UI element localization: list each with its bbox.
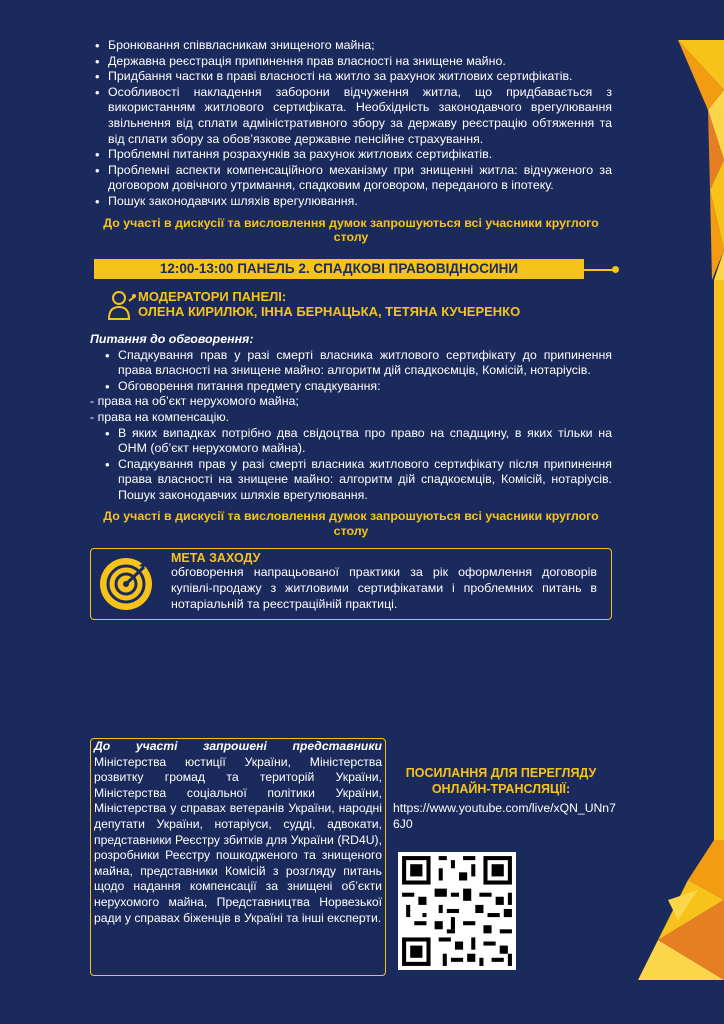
main-content [90,38,612,620]
invite-text: До участі в дискусії та висловлення думок запрошуються всі учасники круглого столу [103,215,599,245]
questions-list-a [90,348,612,395]
list-item: • Бронювання співвласникам знищеного майна; [90,38,612,54]
participants-box [90,738,386,976]
goal-box [90,548,612,620]
list-item: • Обговорення питання предмету спадкування: [90,379,612,395]
list-item: • Придбання частки в праві власності на житло за рахунок житлових сертифікатів. [90,69,612,85]
list-item: • Проблемні аспекти компенсаційного механізму при знищенні житла: відчуженого за договором довічного утримання, спадковим договором, переданого в іпотеку. [90,163,612,194]
goal-title: МЕТА ЗАХОДУ [171,551,261,566]
target-icon [99,557,153,611]
list-item: • Державна реєстрація припинення прав власності на знищене майно. [90,54,612,70]
dash-item: - права на компенсацію. [90,409,230,424]
list-item: • В яких випадках потрібно два свідоцтва про право на спадщину, в яких тільки на ОНМ (об’єкт нерухомого майна). [90,426,612,457]
panel-title-bar [94,259,584,279]
decorative-triangles-right [638,40,724,980]
moderators-label: МОДЕРАТОРИ ПАНЕЛІ: [138,288,287,304]
moderators-names: ОЛЕНА КИРИЛЮК, ІННА БЕРНАЦЬКА, ТЕТЯНА КУЧЕРЕНКО [138,303,521,319]
participants-text: Міністерства юстиції України, Міністерства розвитку громад та територій України, Міністерства соціальної політики України, Міністерства у справах ветеранів України, народні депутати України, нотаріуси, судді, адвокати, представники Реєстру збитків для України (RD4U), розробники Реєстру пошкодженого та знищеного майна, представники Комісій з розгляду питань щодо надання компенсації за знищені об’єкти нерухомого майна, Представництва Норвезької ради у справах біженців в Україні та інші експерти. [94,754,382,925]
list-item: • Спадкування прав у разі смерті власника житлового сертифікату до припинення права власності на знищене майно: алгоритм дій спадкоємців, Комісій, нотаріусів. [90,348,612,379]
invite-text-2: До участі в дискусії та висловлення думок запрошуються всі учасники круглого столу [103,509,599,538]
dash-item: - права на об’єкт нерухомого майна; [90,394,299,409]
list-item: • Проблемні питання розрахунків за рахунок житлових сертифікатів. [90,147,612,163]
panel-title: 12:00-13:00 ПАНЕЛЬ 2. СПАДКОВІ ПРАВОВІДНОСИНИ [159,260,519,276]
list-item: • Особливості накладення заборони відчуження житла, що придбавається з використанням житлового сертифіката. Необхідність законодавчого врегулювання звільнення від сплати адміністративного збору за державу реєстрацію обтяження та від сплати збору за обов’язкове державне пенсійне страхування. [90,85,612,147]
list-item: • Пошук законодавчих шляхів врегулювання. [90,194,612,210]
list-item: • Спадкування прав у разі смерті власника житлового сертифікату після припинення права власності на знищене майно: алгоритм дій спадкоємців, Комісій, нотаріусів. Пошук законодавчих шляхів врегулювання. [90,457,612,504]
panel-bar-dot [612,266,619,273]
stream-link[interactable]: https://www.youtube.com/live/xQN_UNn76J0 [393,801,616,831]
panel-bar-line [584,269,614,271]
intro-bullet-list [90,38,612,210]
goal-text: обговорення напрацьованої практики за рік оформлення договорів купівлі-продажу з житловими сертифікатами і проблемних питань в нотаріальній та реєстраційній практиці. [171,565,597,611]
moderator-icon [106,289,136,321]
stream-title: ПОСИЛАННЯ ДЛЯ ПЕРЕГЛЯДУ ОНЛАЙН-ТРАНСЛЯЦІЇ: [405,766,597,796]
moderators-block [102,289,612,323]
questions-title: Питання до обговорення: [90,331,254,346]
questions-list-b [90,426,612,504]
bottom-section [90,738,616,978]
participants-lead: До участі запрошені представники [94,739,382,753]
qr-code-icon[interactable] [398,852,516,970]
